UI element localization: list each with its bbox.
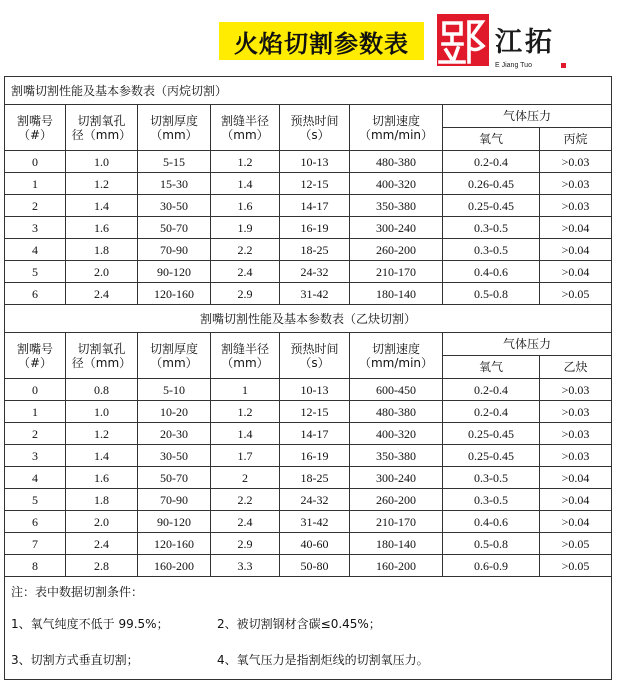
table-row xyxy=(5,379,612,401)
cell-thickness: 5-10 xyxy=(138,379,211,401)
cell-nozzle: 0 xyxy=(5,379,66,401)
cell-kerf: 1.4 xyxy=(211,173,280,195)
header-line: 切割速度 xyxy=(371,341,420,356)
note-item: 1、氧气纯度不低于 99.5%； xyxy=(11,617,169,631)
table-row xyxy=(5,195,612,217)
cell-thickness: 90-120 xyxy=(138,511,211,533)
logo-mark-icon xyxy=(437,14,489,66)
cell-thickness: 20-30 xyxy=(138,423,211,445)
cell-preheat: 31-42 xyxy=(280,511,350,533)
cell-kerf: 1 xyxy=(211,379,280,401)
header-line: 预热时间 xyxy=(290,341,339,356)
cell-oxy-hole: 1.4 xyxy=(66,445,138,467)
cell-preheat: 24-32 xyxy=(280,261,350,283)
propane-table-body xyxy=(5,151,612,305)
cell-nozzle: 3 xyxy=(5,445,66,467)
cell-oxy-hole: 1.4 xyxy=(66,195,138,217)
cell-oxygen-pressure: 0.6-0.9 xyxy=(443,555,540,577)
cell-thickness: 160-200 xyxy=(138,555,211,577)
table-row xyxy=(5,401,612,423)
cell-speed: 480-380 xyxy=(350,151,443,173)
cell-oxygen-pressure: 0.3-0.5 xyxy=(443,217,540,239)
cell-thickness: 90-120 xyxy=(138,261,211,283)
cell-nozzle: 2 xyxy=(5,195,66,217)
cell-oxy-hole: 1.6 xyxy=(66,467,138,489)
acetylene-col-kerf xyxy=(211,333,280,379)
cell-fuel-pressure: >0.04 xyxy=(540,489,612,511)
cell-fuel-pressure: >0.05 xyxy=(540,283,612,305)
cell-fuel-pressure: >0.04 xyxy=(540,511,612,533)
cell-oxy-hole: 2.0 xyxy=(66,511,138,533)
cell-nozzle: 4 xyxy=(5,467,66,489)
cell-oxy-hole: 1.2 xyxy=(66,423,138,445)
table-row xyxy=(5,261,612,283)
header-line: （mm） xyxy=(150,127,198,142)
propane-col-speed xyxy=(350,105,443,151)
cell-nozzle: 1 xyxy=(5,173,66,195)
cell-nozzle: 4 xyxy=(5,239,66,261)
acetylene-col-oxy-hole xyxy=(66,333,138,379)
table-row xyxy=(5,423,612,445)
cell-oxygen-pressure: 0.25-0.45 xyxy=(443,423,540,445)
acetylene-col-pressure: 气体压力 xyxy=(443,333,612,356)
cell-oxy-hole: 1.2 xyxy=(66,173,138,195)
cell-oxy-hole: 1.8 xyxy=(66,239,138,261)
cell-speed: 180-140 xyxy=(350,283,443,305)
cell-oxy-hole: 1.8 xyxy=(66,489,138,511)
cell-kerf: 1.9 xyxy=(211,217,280,239)
cell-kerf: 2.4 xyxy=(211,511,280,533)
cell-fuel-pressure: >0.03 xyxy=(540,195,612,217)
cell-kerf: 2.2 xyxy=(211,489,280,511)
cell-thickness: 120-160 xyxy=(138,533,211,555)
cell-kerf: 1.4 xyxy=(211,423,280,445)
propane-col-preheat xyxy=(280,105,350,151)
cell-kerf: 1.2 xyxy=(211,151,280,173)
cell-oxy-hole: 2.0 xyxy=(66,261,138,283)
header-line: （#） xyxy=(17,355,53,370)
header-line: （s） xyxy=(299,355,330,370)
cell-speed: 350-380 xyxy=(350,195,443,217)
cell-nozzle: 5 xyxy=(5,489,66,511)
cell-preheat: 10-13 xyxy=(280,379,350,401)
cell-kerf: 2.9 xyxy=(211,533,280,555)
cell-nozzle: 6 xyxy=(5,283,66,305)
table-row xyxy=(5,173,612,195)
header-line: 割缝半径 xyxy=(220,341,269,356)
note-item: 3、切割方式垂直切割； xyxy=(11,653,139,667)
cell-fuel-pressure: >0.03 xyxy=(540,151,612,173)
cell-speed: 210-170 xyxy=(350,511,443,533)
cell-fuel-pressure: >0.03 xyxy=(540,173,612,195)
cell-fuel-pressure: >0.04 xyxy=(540,217,612,239)
cell-nozzle: 1 xyxy=(5,401,66,423)
notes-line xyxy=(5,607,612,641)
cell-oxygen-pressure: 0.3-0.5 xyxy=(443,467,540,489)
cell-oxygen-pressure: 0.25-0.45 xyxy=(443,195,540,217)
propane-col-fuel: 丙烷 xyxy=(540,128,612,151)
cell-preheat: 24-32 xyxy=(280,489,350,511)
cell-preheat: 12-15 xyxy=(280,401,350,423)
notes-section xyxy=(5,577,612,680)
header-line: 预热时间 xyxy=(290,113,339,128)
cell-speed: 300-240 xyxy=(350,467,443,489)
acetylene-col-oxygen: 氧气 xyxy=(443,356,540,379)
cell-speed: 600-450 xyxy=(350,379,443,401)
cell-preheat: 10-13 xyxy=(280,151,350,173)
cell-oxygen-pressure: 0.26-0.45 xyxy=(443,173,540,195)
logo-name: 江拓 xyxy=(495,27,555,58)
cell-fuel-pressure: >0.03 xyxy=(540,401,612,423)
cell-kerf: 2.9 xyxy=(211,283,280,305)
header-line: 切割厚度 xyxy=(149,113,198,128)
cell-thickness: 50-70 xyxy=(138,217,211,239)
cell-oxygen-pressure: 0.2-0.4 xyxy=(443,379,540,401)
cell-fuel-pressure: >0.05 xyxy=(540,555,612,577)
header-line: 割缝半径 xyxy=(220,113,269,128)
acetylene-col-speed xyxy=(350,333,443,379)
note-item: 2、被切割钢材含碳≤0.45%； xyxy=(217,617,381,631)
note-item: 4、氧气压力是指割炬线的切割氧压力。 xyxy=(217,653,429,667)
table-row xyxy=(5,283,612,305)
cell-nozzle: 5 xyxy=(5,261,66,283)
cell-kerf: 2.4 xyxy=(211,261,280,283)
cell-oxygen-pressure: 0.2-0.4 xyxy=(443,151,540,173)
header-line: 切割速度 xyxy=(371,113,420,128)
cell-oxygen-pressure: 0.4-0.6 xyxy=(443,511,540,533)
cell-oxygen-pressure: 0.5-0.8 xyxy=(443,533,540,555)
cell-fuel-pressure: >0.04 xyxy=(540,261,612,283)
cell-oxy-hole: 1.0 xyxy=(66,151,138,173)
header-line: 割嘴号 xyxy=(16,113,53,128)
header-line: （#） xyxy=(17,127,53,142)
cell-nozzle: 6 xyxy=(5,511,66,533)
cell-kerf: 1.6 xyxy=(211,195,280,217)
propane-section-title: 割嘴切割性能及基本参数表（丙烷切割） xyxy=(5,77,612,105)
cell-kerf: 2 xyxy=(211,467,280,489)
cell-oxygen-pressure: 0.5-0.8 xyxy=(443,283,540,305)
table-row xyxy=(5,533,612,555)
header-line: （mm） xyxy=(221,127,269,142)
cell-oxygen-pressure: 0.3-0.5 xyxy=(443,239,540,261)
cell-speed: 350-380 xyxy=(350,445,443,467)
acetylene-section-title: 割嘴切割性能及基本参数表（乙炔切割） xyxy=(5,305,612,333)
cell-thickness: 30-50 xyxy=(138,445,211,467)
cell-oxy-hole: 0.8 xyxy=(66,379,138,401)
cell-nozzle: 0 xyxy=(5,151,66,173)
cell-preheat: 18-25 xyxy=(280,239,350,261)
header-line: 切割氧孔 xyxy=(77,113,126,128)
logo-subtitle: E Jiang Tuo xyxy=(495,62,532,69)
cell-nozzle: 7 xyxy=(5,533,66,555)
cell-fuel-pressure: >0.04 xyxy=(540,239,612,261)
cell-oxy-hole: 2.4 xyxy=(66,533,138,555)
propane-col-pressure: 气体压力 xyxy=(443,105,612,128)
header-line: （mm） xyxy=(221,355,269,370)
cell-preheat: 14-17 xyxy=(280,423,350,445)
table-row xyxy=(5,239,612,261)
cell-speed: 260-200 xyxy=(350,239,443,261)
cell-preheat: 31-42 xyxy=(280,283,350,305)
cell-fuel-pressure: >0.03 xyxy=(540,445,612,467)
table-row xyxy=(5,445,612,467)
cell-preheat: 16-19 xyxy=(280,445,350,467)
acetylene-table-body xyxy=(5,379,612,577)
cell-nozzle: 2 xyxy=(5,423,66,445)
brand-logo xyxy=(437,14,587,72)
cell-nozzle: 3 xyxy=(5,217,66,239)
cell-nozzle: 8 xyxy=(5,555,66,577)
acetylene-col-thickness xyxy=(138,333,211,379)
cell-preheat: 12-15 xyxy=(280,173,350,195)
acetylene-col-fuel: 乙炔 xyxy=(540,356,612,379)
table-row xyxy=(5,467,612,489)
table-row xyxy=(5,217,612,239)
cutting-parameters-table xyxy=(4,76,612,680)
cell-kerf: 1.2 xyxy=(211,401,280,423)
header-line: （mm/min） xyxy=(358,355,434,370)
header-line: （mm） xyxy=(150,355,198,370)
cell-fuel-pressure: >0.03 xyxy=(540,379,612,401)
cell-preheat: 50-80 xyxy=(280,555,350,577)
propane-col-thickness xyxy=(138,105,211,151)
table-row xyxy=(5,511,612,533)
cell-preheat: 16-19 xyxy=(280,217,350,239)
cell-thickness: 120-160 xyxy=(138,283,211,305)
cell-kerf: 2.2 xyxy=(211,239,280,261)
cell-speed: 210-170 xyxy=(350,261,443,283)
cell-preheat: 40-60 xyxy=(280,533,350,555)
acetylene-col-preheat xyxy=(280,333,350,379)
cell-speed: 260-200 xyxy=(350,489,443,511)
cell-oxygen-pressure: 0.2-0.4 xyxy=(443,401,540,423)
propane-col-kerf xyxy=(211,105,280,151)
cell-speed: 400-320 xyxy=(350,423,443,445)
propane-col-oxygen: 氧气 xyxy=(443,128,540,151)
cell-speed: 300-240 xyxy=(350,217,443,239)
cell-speed: 180-140 xyxy=(350,533,443,555)
page-header xyxy=(0,0,619,76)
propane-col-nozzle xyxy=(5,105,66,151)
header-line: （s） xyxy=(299,127,330,142)
table-row xyxy=(5,489,612,511)
cell-oxy-hole: 1.6 xyxy=(66,217,138,239)
propane-col-oxy-hole xyxy=(66,105,138,151)
cell-kerf: 3.3 xyxy=(211,555,280,577)
cell-oxygen-pressure: 0.25-0.45 xyxy=(443,445,540,467)
cell-oxygen-pressure: 0.3-0.5 xyxy=(443,489,540,511)
header-line: 径（mm） xyxy=(71,127,132,142)
cell-fuel-pressure: >0.05 xyxy=(540,533,612,555)
cell-oxygen-pressure: 0.4-0.6 xyxy=(443,261,540,283)
cell-speed: 160-200 xyxy=(350,555,443,577)
cell-thickness: 30-50 xyxy=(138,195,211,217)
cell-fuel-pressure: >0.03 xyxy=(540,423,612,445)
cell-speed: 480-380 xyxy=(350,401,443,423)
cell-oxy-hole: 1.0 xyxy=(66,401,138,423)
notes-heading: 注：表中数据切割条件： xyxy=(5,577,612,608)
cell-preheat: 18-25 xyxy=(280,467,350,489)
header-line: 径（mm） xyxy=(71,355,132,370)
cell-thickness: 5-15 xyxy=(138,151,211,173)
page-title: 火焰切割参数表 xyxy=(219,22,424,60)
cell-fuel-pressure: >0.04 xyxy=(540,467,612,489)
acetylene-col-nozzle xyxy=(5,333,66,379)
cell-oxy-hole: 2.8 xyxy=(66,555,138,577)
cell-speed: 400-320 xyxy=(350,173,443,195)
logo-dot-icon xyxy=(561,63,566,68)
header-line: 切割厚度 xyxy=(149,341,198,356)
cell-thickness: 50-70 xyxy=(138,467,211,489)
cell-thickness: 10-20 xyxy=(138,401,211,423)
header-line: （mm/min） xyxy=(358,127,434,142)
cell-thickness: 70-90 xyxy=(138,239,211,261)
cell-thickness: 70-90 xyxy=(138,489,211,511)
cell-preheat: 14-17 xyxy=(280,195,350,217)
cell-thickness: 15-30 xyxy=(138,173,211,195)
cell-oxy-hole: 2.4 xyxy=(66,283,138,305)
table-row xyxy=(5,555,612,577)
header-line: 割嘴号 xyxy=(16,341,53,356)
header-line: 切割氧孔 xyxy=(77,341,126,356)
notes-line xyxy=(5,641,612,680)
table-row xyxy=(5,151,612,173)
cell-kerf: 1.7 xyxy=(211,445,280,467)
